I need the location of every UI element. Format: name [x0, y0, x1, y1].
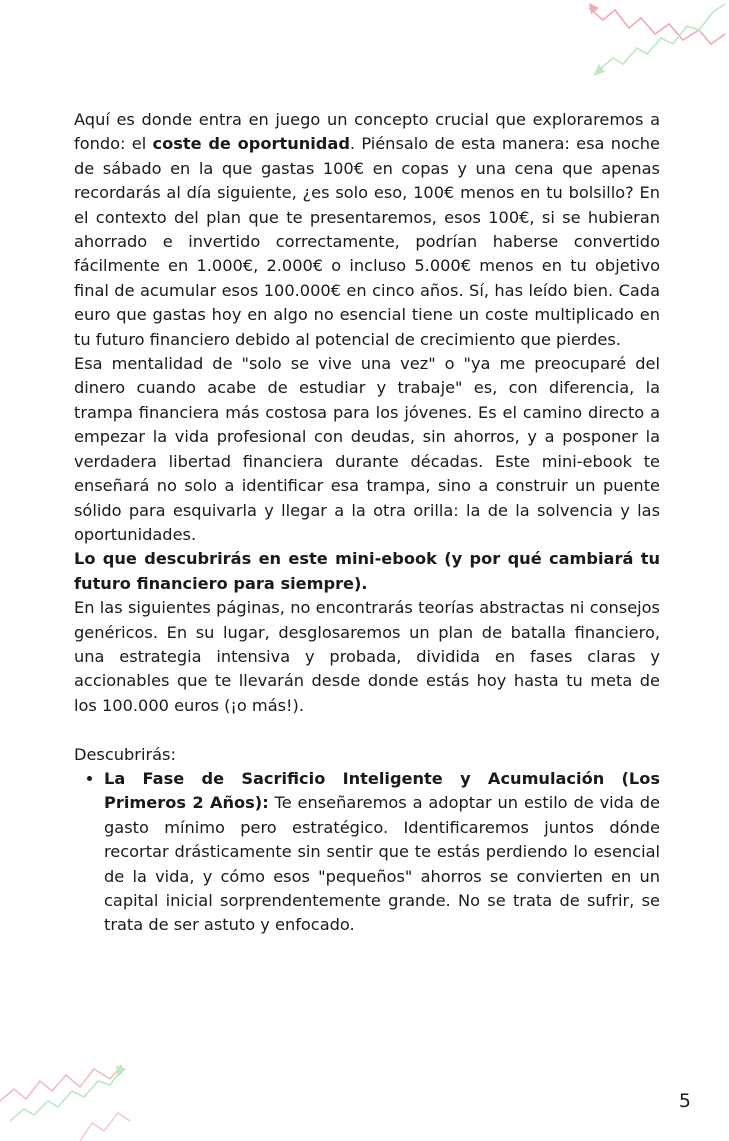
paragraph-plan: En las siguientes páginas, no encontrarás teorías abstractas ni consejos genéricos. En su lugar, desglosaremos un plan de batalla financiero, una estrategia intensiva y probada, dividida en fases claras y accionables que te llevarán desde donde estás hoy hasta tu meta de los 100.000 euros (¡o más!).: [74, 598, 660, 715]
list-intro: Descubrirás:: [74, 744, 176, 764]
spacer: [74, 718, 660, 742]
list-item-text: Te enseñaremos a adoptar un estilo de vida de gasto mínimo pero estratégico. Identificaremos juntos dónde recortar drásticamente sin sentir que te estás perdiendo lo esencial de la vida, y cómo esos "pequeños" ahorros se convierten en un capital inicial sorprendentemente grande. No se trata de sufrir, se trata de ser astuto y enfocado.: [104, 793, 660, 935]
page-number: 5: [678, 1090, 691, 1112]
bold-term: coste de oportunidad: [152, 134, 350, 154]
paragraph-mentality: Esa mentalidad de "solo se vive una vez" o "ya me preocuparé del dinero cuando acabe de estudiar y trabaje" es, con diferencia, la trampa financiera más costosa para los jóvenes. Es el camino directo a empezar la vida profesional con deudas, sin ahorros, y a posponer la verdadera libertad financiera durante décadas. Este mini-ebook te enseñará no solo a identificar esa trampa, sino a construir un puente sólido para esquivarla y llegar a la otra orilla: la de la solvencia y las oportunidades.: [74, 354, 660, 544]
trend-arrows-decoration-bottom: [0, 1061, 140, 1141]
paragraph-opportunity-cost: [74, 108, 660, 352]
body-text: [74, 108, 660, 938]
bullet-list: [74, 767, 660, 938]
paragraph-text: . Piénsalo de esta manera: esa noche de sábado en la que gastas 100€ en copas y una cena que apenas recordarás al día siguiente, ¿es solo eso, 100€ menos en tu bolsillo? En el contexto del plan que te presentaremos, esos 100€, si se hubieran ahorrado e invertido correctamente, podrían haberse convertido fácilmente en 1.000€, 2.000€ o incluso 5.000€ menos en tu objetivo final de acumular esos 100.000€ en cinco años. Sí, has leído bien. Cada euro que gastas hoy en algo no esencial tiene un coste multiplicado en tu futuro financiero debido al potencial de crecimiento que pierdes.: [74, 134, 660, 349]
list-item-title: La Fase de Sacrificio Inteligente y Acumulación (Los Primeros 2 Años):: [104, 768, 660, 813]
section-heading: Lo que descubrirás en este mini-ebook (y por qué cambiará tu futuro financiero para siempre).: [74, 549, 660, 593]
list-item: [104, 767, 660, 938]
paragraph-text: Aquí es donde entra en juego un concepto crucial que exploraremos a fondo: el: [74, 110, 660, 154]
trend-arrows-decoration-top: [589, 0, 729, 80]
